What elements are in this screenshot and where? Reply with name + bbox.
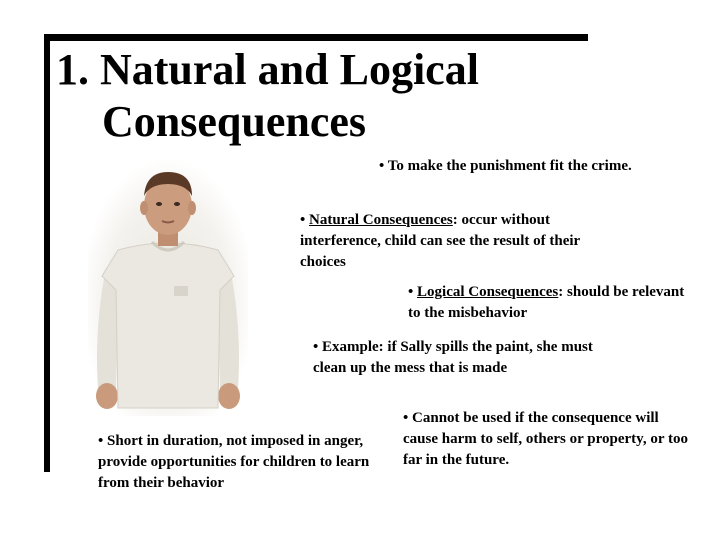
boy-photo <box>88 158 248 416</box>
term-logical-consequences: Logical Consequences <box>417 284 559 300</box>
bullet-short-duration: • Short in duration, not imposed in anger, provide opportunities for children to learn from their behavior <box>98 433 370 491</box>
bullet-natural-consequences: • Natural Consequences: occur without interference, child can see the result of their choices <box>300 212 580 270</box>
title-line-1: 1. Natural and Logical <box>56 45 479 94</box>
title-line-2: Consequences <box>102 97 367 146</box>
bullet-example: • Example: if Sally spills the paint, she must clean up the mess that is made <box>313 339 593 376</box>
bullet-logical-consequences: • Logical Consequences: should be relevant to the misbehavior <box>408 284 685 321</box>
bullet-cannot-be-used: • Cannot be used if the consequence will cause harm to self, others or property, or too far in the future. <box>403 410 688 468</box>
bullet-punishment-fit: • To make the punishment fit the crime. <box>379 158 632 174</box>
slide-border-top <box>47 34 588 41</box>
slide-border-left <box>44 34 50 472</box>
slide-title <box>56 44 576 148</box>
term-natural-consequences: Natural Consequences <box>309 212 453 228</box>
